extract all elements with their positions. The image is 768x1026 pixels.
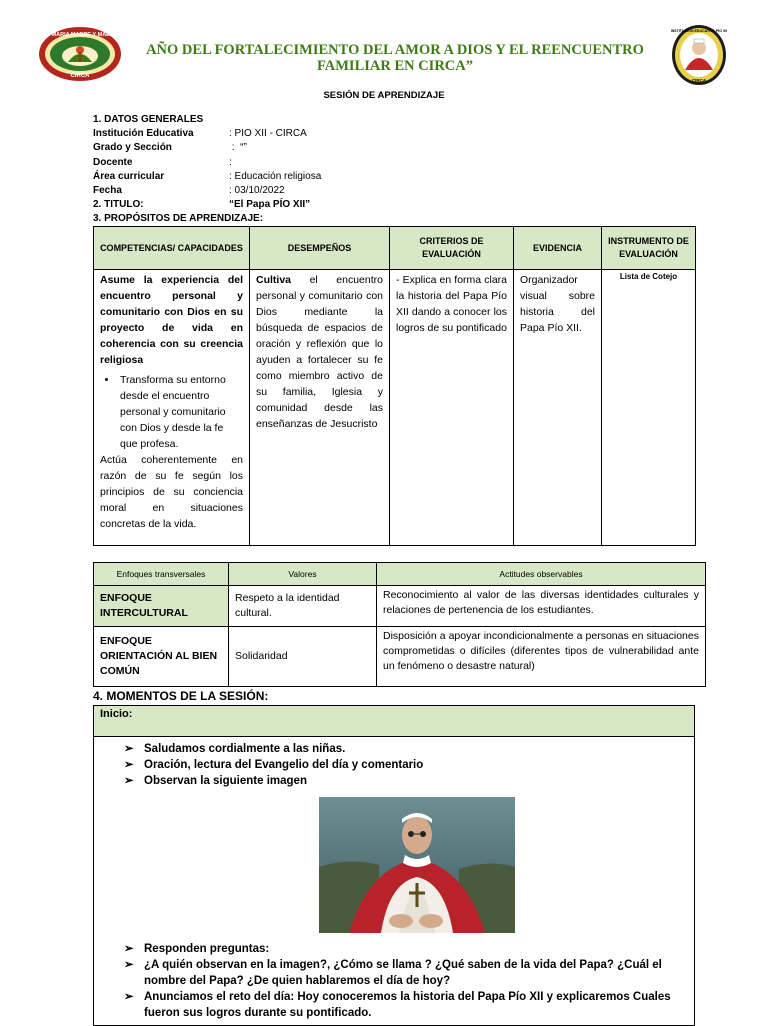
enfoque-intercultural: ENFOQUE INTERCULTURAL	[94, 586, 229, 627]
list-item-text: Responden preguntas:	[144, 943, 270, 955]
instrumento-cell: Lista de Cotejo	[602, 270, 696, 546]
momentos-heading: 4. MOMENTOS DE LA SESIÓN:	[93, 689, 269, 703]
valor-solidaridad: Solidaridad	[229, 627, 377, 687]
header-enfoques: Enfoques transversales	[94, 563, 229, 586]
datos-label-area: Área curricular	[93, 171, 165, 182]
header-criterios: CRITERIOS DE EVALUACIÓN	[390, 227, 514, 270]
arrow-bullet-icon: ➢	[124, 943, 134, 955]
datos-value-area: : Educación religiosa	[229, 171, 322, 182]
arrow-bullet-icon: ➢	[124, 759, 134, 771]
list-item-text: Observan la siguiente imagen	[144, 775, 307, 787]
capacidad-bullet: • Transforma su entorno desde el encuentro personal y comunitario con Dios y desde la fe que profesa.	[118, 372, 243, 452]
datos-value-grado: : “”	[229, 142, 247, 153]
criterio-cell: - Explica en forma clara la historia del Papa Pío XII dando a conocer los logros de su pontificado	[390, 270, 514, 546]
header-instrumento: INSTRUMENTO DE EVALUACIÓN	[602, 227, 696, 270]
competencia-text: Asume la experiencia del encuentro personal y comunitario con Dios en su proyecto de vida en coherencia con su creencia religiosa	[100, 274, 243, 366]
list-item	[94, 757, 694, 773]
logo-right-bottom-text: CIRCA	[691, 78, 707, 83]
arrow-bullet-icon: ➢	[124, 743, 134, 755]
evidencia-cell: Organizador visual sobre historia del Papa Pío XII.	[514, 270, 602, 546]
logo-left-bottom-text: CIRCA	[70, 73, 90, 79]
datos-label-grado: Grado y Sección	[93, 142, 172, 153]
competencia-cell	[94, 270, 250, 546]
list-item	[94, 773, 694, 789]
list-item	[94, 941, 694, 957]
datos-value-institucion: : PIO XII - CIRCA	[229, 128, 307, 139]
valor-respeto: Respeto a la identidad cultural.	[229, 586, 377, 627]
logo-left-top-text: ASEP MARIA MADRE Y MAESTRA	[38, 32, 122, 38]
school-logo-right	[671, 24, 727, 86]
pope-pius-xii-photo	[319, 797, 515, 933]
header-competencias: COMPETENCIAS/ CAPACIDADES	[94, 227, 250, 270]
list-item	[94, 957, 694, 989]
header-actitudes: Actitudes observables	[377, 563, 706, 586]
datos-label-docente: Docente	[93, 157, 133, 168]
titulo-label: 2. TITULO:	[93, 199, 144, 210]
list-item-text: Oración, lectura del Evangelio del día y comentario	[144, 759, 424, 771]
datos-value-docente: :	[229, 157, 232, 168]
header-title-line2: FAMILIAR EN CIRCA”	[316, 58, 473, 74]
header-desempenos: DESEMPEÑOS	[250, 227, 390, 270]
inicio-header: Inicio:	[94, 706, 695, 737]
actitud-intercultural: Reconocimiento al valor de las diversas identidades culturales y relaciones de pertenencia de los estudiantes.	[377, 586, 706, 627]
titulo-value: “El Papa PÍO XII”	[229, 199, 311, 210]
arrow-bullet-icon: ➢	[124, 991, 134, 1003]
propositos-heading: 3. PROPÓSITOS DE APRENDIZAJE:	[93, 213, 264, 224]
list-item-text: Saludamos cordialmente a las niñas.	[144, 743, 346, 755]
header-title-line1: AÑO DEL FORTALECIMIENTO DEL AMOR A DIOS Y EL REENCUENTRO	[146, 42, 644, 58]
inicio-list-before	[94, 741, 694, 789]
propositos-table	[93, 226, 696, 546]
logo-right-top-text: INSTITUCIÓN EDUCATIVA PIO XII	[671, 29, 727, 33]
enfoque-bien-comun: ENFOQUE ORIENTACIÓN AL BIEN COMÚN	[94, 627, 229, 687]
inicio-content	[94, 737, 695, 1026]
header-evidencia: EVIDENCIA	[514, 227, 602, 270]
arrow-bullet-icon: ➢	[124, 959, 134, 971]
momentos-table	[93, 705, 695, 1026]
list-item	[94, 741, 694, 757]
school-logo-left	[38, 26, 122, 82]
desempeno-cell	[250, 270, 390, 546]
inicio-list-after	[94, 941, 694, 1021]
capacidad-extra: Actúa coherentemente en razón de su fe según los principios de su conciencia moral en situaciones concretas de la vida.	[100, 454, 243, 530]
datos-label-institucion: Institución Educativa	[93, 128, 194, 139]
actitud-bien-comun: Disposición a apoyar incondicionalmente a personas en situaciones comprometidas o difíciles (diferentes tipos de vulnerabilidad ante un fenómeno o desastre natural)	[377, 627, 706, 687]
datos-heading: 1. DATOS GENERALES	[93, 114, 204, 125]
desempeno-bold: Cultiva	[256, 274, 292, 286]
list-item-text: ¿A quién observan en la imagen?, ¿Cómo se llama ? ¿Qué saben de la vida del Papa? ¿Cuál el nombre del Papa? ¿De quien hablaremos el día de hoy?	[144, 959, 662, 987]
enfoques-table	[93, 562, 706, 687]
arrow-bullet-icon: ➢	[124, 775, 134, 787]
session-title: SESIÓN DE APRENDIZAJE	[323, 90, 445, 101]
header-valores: Valores	[229, 563, 377, 586]
list-item-text: Anunciamos el reto del día: Hoy conoceremos la historia del Papa Pío XII y explicaremos Cuales fueron sus logros durante su pontificado.	[144, 991, 671, 1019]
datos-label-fecha: Fecha	[93, 185, 122, 196]
datos-value-fecha: : 03/10/2022	[229, 185, 285, 196]
desempeno-rest: el encuentro personal y comunitario con Dios mediante la búsqueda de espacios de oración y reflexión que lo ayuden a fortalecer su fe como miembro activo de su familia, Iglesia y comunidad desde las enseñanzas de Jesucristo	[256, 274, 383, 430]
header-title	[130, 42, 660, 74]
list-item	[94, 989, 694, 1021]
